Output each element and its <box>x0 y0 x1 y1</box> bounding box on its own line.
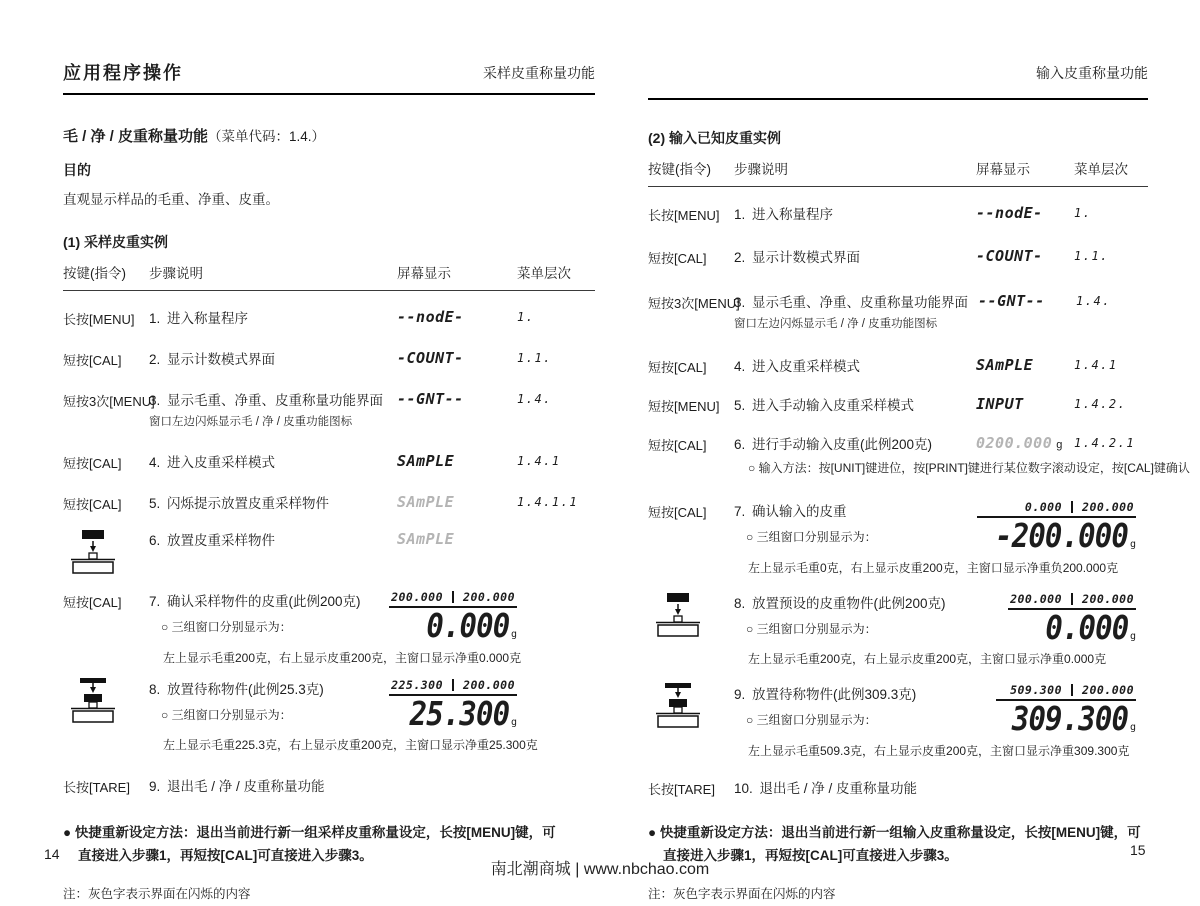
menu-level <box>648 737 734 740</box>
seven-segment-text: SAmPLE <box>397 493 455 511</box>
lcd-display <box>966 592 1148 646</box>
table-row <box>648 394 1148 415</box>
window-note-heading: ○ 三组窗口分别显示为： <box>161 620 292 634</box>
seven-segment-display <box>1008 592 1136 646</box>
step-text: 6. 放置皮重采样物件 <box>149 533 276 548</box>
display-divider-bar <box>1071 684 1073 696</box>
menu-level <box>648 645 734 648</box>
shortcut-note-line1: ● 快捷重新设定方法：退出当前进行新一组采样皮重称量设定，长按[MENU]键，可 <box>63 825 556 841</box>
step-text: 8. 放置预设的皮重物件(此例200克) <box>734 595 946 611</box>
step-text: 5. 闪烁提示放置皮重采样物件 <box>149 496 330 511</box>
main-weight-readout <box>996 701 1136 737</box>
window-note-detail: 左上显示毛重509.3克，右上显示皮重200克，主窗口显示净重309.300克 <box>748 743 1130 758</box>
display-divider-bar <box>1071 501 1073 513</box>
window-note-detail: ○ 输入方法：按[UNIT]键进位，按[PRINT]键进行某位数字滚动设定，按[CAL]键确认 <box>748 461 1190 475</box>
seven-segment-text: -COUNT- <box>976 247 1043 265</box>
lcd-display <box>387 389 517 408</box>
step-text: 8. 放置待称物件(此例25.3克) <box>149 681 324 697</box>
col-header-step: 步骤说明 <box>734 162 788 177</box>
function-title-text: 毛 / 净 / 皮重称量功能 <box>63 128 209 145</box>
menu-level: 1.4.1 <box>1074 358 1118 372</box>
shortcut-note-line2: 直接进入步骤1，再短按[CAL]可直接进入步骤3。 <box>78 848 373 864</box>
main-weight-readout <box>389 608 517 644</box>
col-header-key: 按键(指令) <box>63 266 126 281</box>
step-text: 4. 进入皮重采样模式 <box>734 359 861 374</box>
gross-weight-readout: 509.300 <box>1010 683 1063 698</box>
table-header-row <box>63 262 595 291</box>
table-row <box>63 529 595 578</box>
table-row <box>63 678 595 754</box>
page-number-left: 14 <box>44 846 60 862</box>
menu-level: 1.4.1 <box>517 454 561 468</box>
example-title: (1) 采样皮重实例 <box>63 234 168 250</box>
step-text: 1. 进入称量程序 <box>149 311 249 326</box>
lcd-display <box>966 355 1074 374</box>
seven-segment-text: INPUT <box>976 395 1024 413</box>
table-row <box>648 592 1148 668</box>
step-text: 2. 显示计数模式界面 <box>149 352 276 367</box>
key-command: 短按[CAL] <box>63 595 122 610</box>
watermark-footer: 南北潮商城 | www.nbchao.com <box>490 861 710 878</box>
step-cell <box>734 500 966 545</box>
main-digits: 309.300 <box>1011 699 1128 739</box>
step-cell <box>149 678 387 723</box>
step-cell <box>734 394 966 414</box>
key-command: 短按[CAL] <box>648 438 707 453</box>
table-row <box>63 590 595 666</box>
gray-flash-note: 注：灰色字表示界面在闪烁的内容 <box>648 886 836 901</box>
function-menu-code: （菜单代码：1.4.） <box>208 129 326 144</box>
seven-segment-display <box>996 683 1136 737</box>
table-row <box>648 291 1148 331</box>
seven-segment-text: --nodE- <box>397 308 464 326</box>
key-command: 长按[MENU] <box>63 312 135 327</box>
gross-weight-readout: 0.000 <box>1024 500 1063 514</box>
table-row <box>648 203 1148 224</box>
step-text: 4. 进入皮重采样模式 <box>149 455 276 470</box>
key-command: 短按[CAL] <box>648 505 707 520</box>
gray-flash-note: 注：灰色字表示界面在闪烁的内容 <box>63 887 251 902</box>
gross-weight-readout: 200.000 <box>1010 591 1063 606</box>
lcd-display <box>966 433 1074 452</box>
step-cell <box>734 433 966 453</box>
unit-label: g <box>1129 539 1136 550</box>
table-row <box>648 355 1148 376</box>
step-cell <box>734 203 966 223</box>
place-object-icon <box>648 683 734 732</box>
place-tare-icon <box>63 529 149 578</box>
menu-level <box>517 590 595 593</box>
menu-level: 1.1. <box>517 351 552 365</box>
unit-label: g <box>1129 722 1136 734</box>
step-text: 9. 退出毛 / 净 / 皮重称量功能 <box>149 779 325 795</box>
purpose-label: 目的 <box>63 162 91 178</box>
menu-level: 1.1. <box>1074 249 1109 263</box>
step-text: 2. 显示计数模式界面 <box>734 250 861 265</box>
tare-weight-readout: 200.000 <box>463 677 515 692</box>
section-title: 输入皮重称量功能 <box>1036 65 1148 81</box>
key-command: 短按[MENU] <box>648 399 720 414</box>
key-command: 短按[CAL] <box>63 456 122 471</box>
step-cell <box>149 775 387 795</box>
col-header-display: 屏幕显示 <box>976 162 1030 177</box>
col-header-step: 步骤说明 <box>149 266 203 281</box>
key-command: 短按[CAL] <box>648 251 707 266</box>
menu-level: 1. <box>517 310 535 324</box>
window-note-heading: ○ 三组窗口分别显示为： <box>746 713 877 728</box>
step-text: 3. 显示毛重、净重、皮重称量功能界面 <box>149 393 384 408</box>
window-note-heading: ○ 三组窗口分别显示为： <box>746 530 877 544</box>
step-cell <box>734 592 966 637</box>
step-cell <box>734 683 966 728</box>
section-title: 采样皮重称量功能 <box>483 65 595 81</box>
tare-weight-readout: 200.000 <box>1082 683 1134 698</box>
menu-level: 1. <box>1074 206 1092 220</box>
window-note-detail: 左上显示毛重200克，右上显示皮重200克，主窗口显示净重0.000克 <box>748 652 1107 667</box>
shortcut-note-line2: 直接进入步骤1，再短按[CAL]可直接进入步骤3。 <box>663 847 958 863</box>
main-digits: 0.000 <box>425 606 509 645</box>
table-row <box>648 777 1148 798</box>
tare-weight-readout: 200.000 <box>1082 591 1134 606</box>
menu-level <box>517 775 595 778</box>
main-digits: 25.300 <box>409 693 509 733</box>
gross-weight-readout: 200.000 <box>391 590 444 604</box>
window-note-detail: 左上显示毛重200克，右上显示皮重200克，主窗口显示净重0.000克 <box>163 650 522 665</box>
lcd-display <box>387 590 517 644</box>
page-right <box>648 62 1190 902</box>
table-row <box>63 775 595 796</box>
function-title <box>63 125 595 146</box>
seven-segment-display <box>389 590 517 644</box>
step-cell <box>149 529 387 549</box>
table-row <box>63 492 595 513</box>
main-weight-readout <box>977 518 1136 554</box>
seven-segment-text: SAmPLE <box>976 356 1034 374</box>
lcd-display <box>966 203 1074 222</box>
key-command: 短按[CAL] <box>63 353 122 368</box>
table-row <box>648 433 1190 476</box>
step-text: 5. 进入手动输入皮重采样模式 <box>734 398 915 413</box>
col-header-key: 按键(指令) <box>648 162 711 177</box>
display-divider-bar <box>452 679 454 691</box>
chapter-title: 应用程序操作 <box>63 63 183 83</box>
lcd-display <box>387 307 517 326</box>
tare-weight-readout: 200.000 <box>463 590 515 604</box>
window-note-heading: ○ 三组窗口分别显示为： <box>161 707 292 722</box>
shortcut-note-line1: ● 快捷重新设定方法：退出当前进行新一组输入皮重称量设定，长按[MENU]键，可 <box>648 824 1141 840</box>
col-header-menu: 菜单层次 <box>1074 162 1128 177</box>
main-weight-readout <box>1008 607 1136 647</box>
seven-segment-text: --nodE- <box>976 204 1043 222</box>
menu-level <box>517 529 595 532</box>
step-cell <box>734 777 966 797</box>
step-cell <box>149 348 387 368</box>
example-title: (2) 输入已知皮重实例 <box>648 130 781 146</box>
step-cell <box>149 307 387 327</box>
menu-level <box>648 554 734 557</box>
col-header-display: 屏幕显示 <box>397 266 451 281</box>
lcd-display <box>966 500 1148 554</box>
step-cell <box>149 492 387 512</box>
key-command: 长按[TARE] <box>63 780 130 796</box>
place-object-icon <box>63 678 149 727</box>
table-row <box>648 246 1148 267</box>
table-row <box>648 683 1148 759</box>
unit-label: g <box>510 629 517 640</box>
lcd-display <box>387 678 517 732</box>
main-weight-readout <box>389 693 517 733</box>
page-header <box>63 62 595 95</box>
window-note-detail: 左上显示毛重225.3克，右上显示皮重200克，主窗口显示净重25.300克 <box>163 738 538 753</box>
menu-level <box>517 678 595 681</box>
page-header <box>648 62 1148 100</box>
lcd-display <box>387 348 517 367</box>
step-text: 1. 进入称量程序 <box>734 207 834 222</box>
menu-level: 1.4.2.1 <box>1074 436 1136 450</box>
seven-segment-text: SAmPLE <box>397 452 455 470</box>
step-text: 9. 放置待称物件(此例309.3克) <box>734 687 917 703</box>
unit-label: g <box>510 716 517 728</box>
step-text: 3. 显示毛重、净重、皮重称量功能界面 <box>734 295 969 310</box>
main-digits: -200.000 <box>995 516 1128 555</box>
purpose-text: 直观显示样品的毛重、净重、皮重。 <box>63 192 279 207</box>
seven-segment-text: --GNT-- <box>397 390 464 408</box>
menu-level: 1.4. <box>1076 294 1111 308</box>
key-command: 短按3次[MENU] <box>648 296 740 311</box>
key-command: 短按3次[MENU] <box>63 394 155 409</box>
lcd-display <box>966 246 1074 265</box>
seven-segment-display <box>389 678 517 732</box>
lcd-display <box>966 683 1148 737</box>
step-subtext: 窗口左边闪烁显示毛 / 净 / 皮重功能图标 <box>149 416 353 428</box>
steps-table <box>63 307 595 796</box>
col-header-menu: 菜单层次 <box>517 266 571 281</box>
key-command: 长按[TARE] <box>648 781 715 797</box>
lcd-display <box>966 394 1074 413</box>
window-note-detail: 左上显示毛重0克，右上显示皮重200克，主窗口显示净重负200.000克 <box>748 560 1119 575</box>
step-cell <box>734 246 966 266</box>
menu-level: 1.4. <box>517 392 552 406</box>
step-cell <box>734 355 966 375</box>
step-text: 7. 确认采样物件的皮重(此例200克) <box>149 594 361 609</box>
table-row <box>648 500 1148 576</box>
table-row <box>63 451 595 472</box>
step-text: 6. 进行手动输入皮重(此例200克) <box>734 437 933 452</box>
seven-segment-text: SAmPLE <box>397 530 455 548</box>
step-cell <box>149 451 387 471</box>
lcd-display <box>387 451 517 470</box>
page-left <box>63 62 595 902</box>
step-text: 7. 确认输入的皮重 <box>734 504 847 519</box>
table-header-row <box>648 158 1148 187</box>
page-number-right: 15 <box>1130 842 1146 858</box>
menu-level: 1.4.1.1 <box>517 495 579 509</box>
seven-segment-display <box>977 500 1136 554</box>
step-text: 10. 退出毛 / 净 / 皮重称量功能 <box>734 780 918 796</box>
seven-segment-text: -COUNT- <box>397 349 464 367</box>
key-command: 短按[CAL] <box>648 360 707 375</box>
table-row <box>63 348 595 369</box>
step-cell <box>734 291 968 331</box>
lcd-display <box>387 492 517 511</box>
table-row <box>63 389 595 429</box>
steps-table <box>648 203 1190 798</box>
menu-level <box>1074 777 1148 780</box>
main-digits: 0.000 <box>1044 607 1128 647</box>
step-cell <box>149 389 387 429</box>
key-command: 长按[MENU] <box>648 208 720 223</box>
seven-segment-text: --GNT-- <box>978 292 1045 310</box>
lcd-display <box>968 291 1076 310</box>
window-note-heading: ○ 三组窗口分别显示为： <box>746 621 877 636</box>
seven-segment-text: 0200.000 <box>976 434 1053 452</box>
place-tare-icon <box>648 592 734 641</box>
lcd-display <box>387 529 517 548</box>
table-row <box>63 307 595 328</box>
step-subtext: 窗口左边闪烁显示毛 / 净 / 皮重功能图标 <box>734 318 938 330</box>
tare-weight-readout: 200.000 <box>1082 500 1134 514</box>
menu-level: 1.4.2. <box>1074 397 1127 411</box>
unit-label: g <box>1056 439 1063 451</box>
key-command: 短按[CAL] <box>63 497 122 512</box>
gross-weight-readout: 225.300 <box>391 677 444 692</box>
display-divider-bar <box>452 591 454 603</box>
display-divider-bar <box>1071 593 1073 605</box>
unit-label: g <box>1129 630 1136 642</box>
step-cell <box>149 590 387 635</box>
